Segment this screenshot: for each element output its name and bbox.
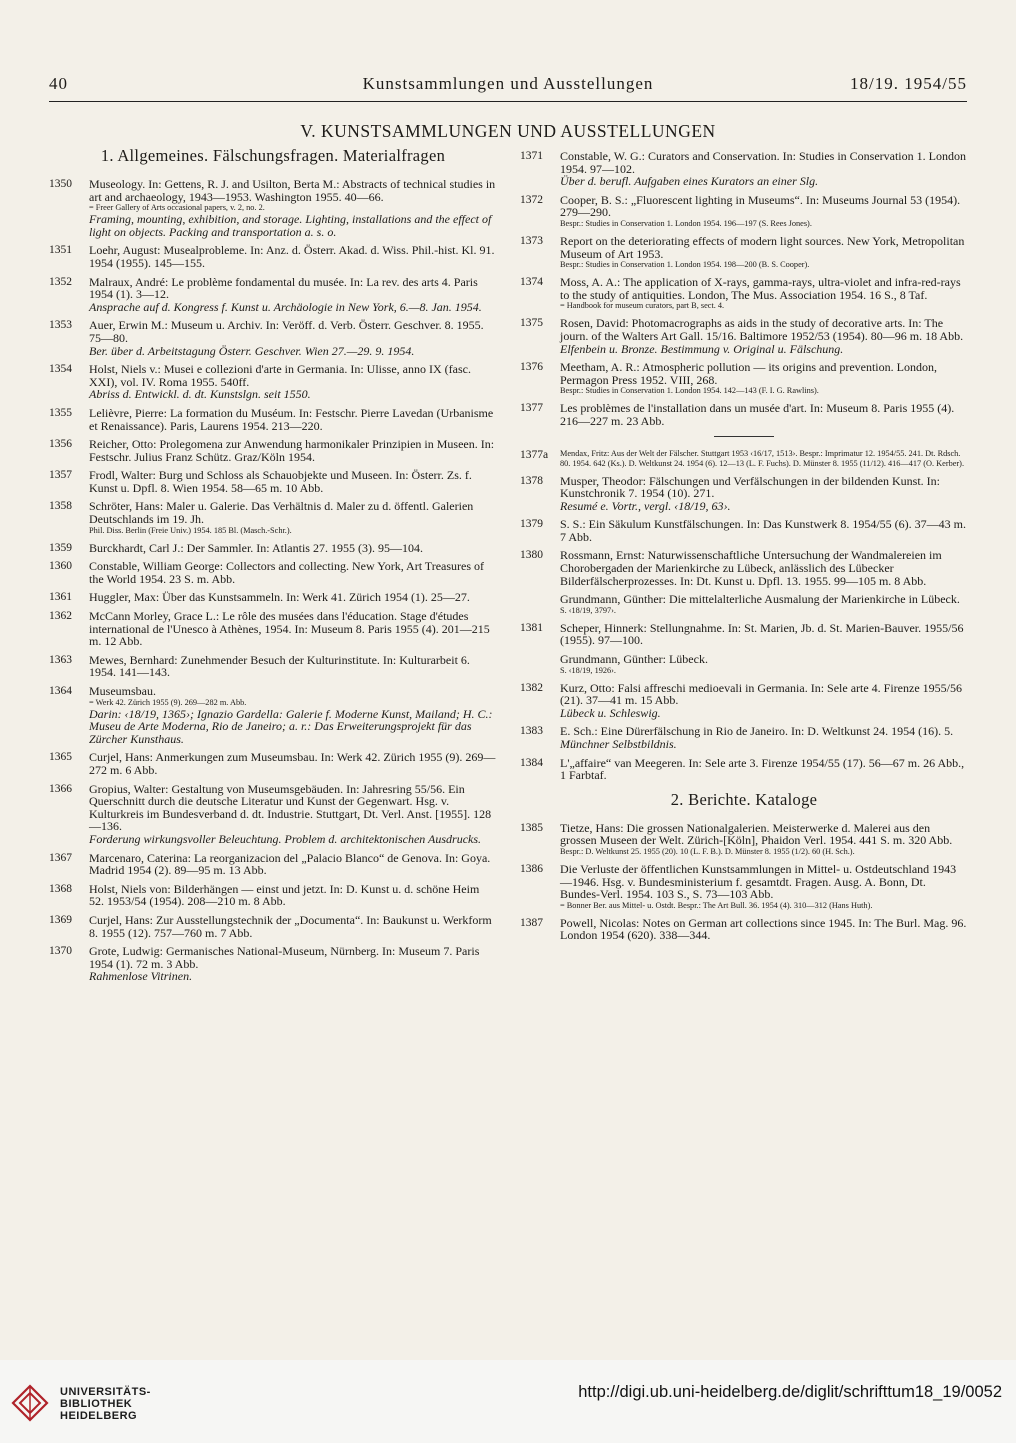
entry-citation: Schröter, Hans: Maler u. Galerie. Das Verhältnis d. Maler zu d. öffentl. Galerien Deutschlands im 19. Jh. — [89, 499, 474, 527]
entry-note: S. ‹18/19, 3797›. — [560, 605, 617, 615]
entry-citation: Moss, A. A.: The application of X-rays, gamma-rays, ultra-violet and infra-red-rays to the study of antiquities. London, The Mus. Association 1954. 16 S., 8 Taf. — [560, 275, 961, 302]
entry-annotation: Rahmenlose Vitrinen. — [89, 969, 193, 984]
bibliography-entry — [49, 276, 497, 314]
entry-citation: Meetham, A. R.: Atmospheric pollution — its origins and prevention. London, Permagon Press 1952. VIII, 268. — [560, 360, 937, 387]
entry-citation: Museumsbau. — [89, 684, 156, 698]
entry-annotation: Elfenbein u. Bronze. Bestimmung v. Original u. Fälschung. — [560, 341, 844, 356]
entry-number: 1359 — [49, 541, 72, 554]
bibliography-entry — [49, 591, 497, 604]
entry-list — [49, 178, 497, 983]
entry-list — [520, 150, 968, 428]
bibliography-entry — [520, 317, 968, 355]
running-header — [49, 74, 967, 98]
source-url[interactable]: http://digi.ub.uni-heidelberg.de/diglit/schrifttum18_19/0052 — [578, 1383, 1002, 1401]
entry-citation: Huggler, Max: Über das Kunstsammeln. In: Werk 41. Zürich 1954 (1). 25—27. — [89, 590, 470, 605]
entry-number: 1378 — [520, 474, 543, 487]
entry-note: Phil. Diss. Berlin (Freie Univ.) 1954. 185 Bl. (Masch.-Schr.). — [89, 525, 292, 535]
entry-citation: Musper, Theodor: Fälschungen und Verfälschungen in der bildenden Kunst. In: Kunstchronik 7. 1954 (10). 271. — [560, 473, 941, 501]
entry-citation: Rossmann, Ernst: Naturwissenschaftliche Untersuchung der Wandmalereien im Chorobergaden der Marienkirche zu Lübeck, anlässlich des Lübecker Bilderfälscherprozesses. In: Dt. Kunst u. Dpfl. 13. 1955. 99—105 m. 8 Abb. — [560, 548, 942, 588]
entry-citation: Grundmann, Günther: Lübeck. — [560, 652, 708, 667]
entry-citation: Report on the deteriorating effects of modern light sources. New York, Metropolitan Museum of Art 1953. — [560, 233, 965, 261]
entry-citation: Kurz, Otto: Falsi affreschi medioevali in Germania. In: Sele arte 4. Firenze 1955/56 (21). 37—41 m. 15 Abb. — [560, 680, 962, 708]
entry-annotation: Framing, mounting, exhibition, and storage. Lighting, installations and the effect of light on objects. Packing and transportation a. s. o. — [89, 212, 492, 239]
entry-citation: Reicher, Otto: Prolegomena zur Anwendung harmonikaler Prinzipien in Museen. In: Festschr. Julius Franz Schütz. Graz/Köln 1954. — [89, 437, 495, 464]
bibliography-entry — [49, 469, 497, 494]
entry-number: 1357 — [49, 469, 72, 482]
entry-citation: Powell, Nicolas: Notes on German art collections since 1945. In: The Burl. Mag. 96. London 1954 (620). 338—344. — [560, 915, 967, 943]
bibliography-entry — [520, 757, 968, 782]
bibliography-entry — [49, 685, 497, 745]
bibliography-entry — [520, 518, 968, 543]
bibliography-entry — [520, 682, 968, 720]
entry-citation: Malraux, André: Le problème fondamental du musée. In: La rev. des arts 4. Paris 1954 (1). 3—12. — [89, 274, 478, 302]
bibliography-entry — [520, 235, 968, 270]
entry-number: 1382 — [520, 681, 543, 694]
entry-number: 1351 — [49, 244, 72, 257]
entry-citation: Loehr, August: Musealprobleme. In: Anz. d. Österr. Akad. d. Wiss. Phil.-hist. Kl. 91. 1954 (1955). 145—155. — [89, 243, 495, 270]
bibliography-entry — [520, 863, 968, 911]
entry-citation: Constable, William George: Collectors and collecting. New York, Art Treasures of the World 1954. 23 S. m. Abb. — [89, 559, 485, 586]
entry-citation: Grote, Ludwig: Germanisches National-Museum, Nürnberg. In: Museum 7. Paris 1954 (1). 72 m. 3 Abb. — [89, 944, 480, 971]
bibliography-entry — [520, 622, 968, 647]
entry-number: 1376 — [520, 361, 543, 374]
entry-note: = Werk 42. Zürich 1955 (9). 269—282 m. Abb. — [89, 697, 247, 707]
entry-citation: Constable, W. G.: Curators and Conservation. In: Studies in Conservation 1. London 1954. 97—102. — [560, 149, 966, 176]
entry-number: 1372 — [520, 193, 543, 206]
entry-citation: Les problèmes de l'installation dans un musée d'art. In: Museum 8. Paris 1955 (4). 216—227 m. 23 Abb. — [560, 401, 955, 428]
entry-number: 1374 — [520, 276, 543, 289]
entry-note: = Handbook for museum curators, part B, sect. 4. — [560, 301, 725, 311]
entry-number: 1380 — [520, 549, 543, 562]
entry-note: = Bonner Ber. aus Mittel- u. Ostdt. Bespr.: The Art Bull. 36. 1954 (4). 310—312 (Hans Huth). — [560, 900, 873, 910]
bibliography-entry — [49, 852, 497, 877]
bibliography-entry — [520, 549, 968, 587]
bibliography-entry — [520, 725, 968, 750]
bibliography-entry — [520, 653, 968, 676]
entry-number: 1361 — [49, 591, 72, 604]
entry-number: 1370 — [49, 945, 72, 958]
bibliography-entry — [49, 319, 497, 357]
entry-annotation: Lübeck u. Schleswig. — [560, 705, 661, 720]
volume-label: 18/19. 1954/55 — [850, 74, 967, 93]
entry-citation: Grundmann, Günther: Die mittelalterliche Ausmalung der Marienkirche in Lübeck. — [560, 592, 960, 607]
bibliography-entry — [49, 363, 497, 401]
bibliography-entry — [49, 500, 497, 535]
bibliography-entry — [49, 751, 497, 776]
entry-citation: Die Verluste der öffentlichen Kunstsammlungen in Mittel- u. Ostdeutschland 1943—1946. Hsg. v. Bundesministerium f. gesamtdt. Fragen. Ausg. A. Bonn, Dt. Bundes-Verl. 1954. 103 S., S. 73—103 Abb. — [560, 861, 957, 902]
entry-note: = Freer Gallery of Arts occasional papers, v. 2, no. 2. — [89, 203, 265, 213]
entry-note: Mendax, Fritz: Aus der Welt der Fälscher. Stuttgart 1953 ‹16/17, 1513›. Bespr.: Imprimatur 12. 1954/55. 241. Dt. Rdsch. 80. 1954. 642 (Ks.). D. Weltkunst 24. 1954 (6). 12—13 (L. F. Fuchs). D. Münster 8. 1955 (11/12). 416—417 (O. Kerber). — [560, 448, 965, 468]
bibliography-entry — [49, 438, 497, 463]
entry-note: Bespr.: Studies in Conservation 1. London 1954. 198—200 (B. S. Cooper). — [560, 260, 810, 270]
entry-annotation: Resumé e. Vortr., vergl. ‹18/19, 63›. — [560, 498, 731, 513]
entry-annotation: Forderung wirkungsvoller Beleuchtung. Problem d. architektonischen Ausdrucks. — [89, 831, 482, 846]
entry-note: Bespr.: D. Weltkunst 25. 1955 (20). 10 (L. F. B.). D. Münster 8. 1955 (1/2). 60 (H. Sch.). — [560, 846, 855, 856]
library-name: UNIVERSITÄTS- BIBLIOTHEK HEIDELBERG — [60, 1386, 151, 1422]
entry-annotation: Ansprache auf d. Kongress f. Kunst u. Archäologie in New York, 6.—8. Jan. 1954. — [89, 299, 482, 314]
entry-number: 1386 — [520, 862, 543, 875]
entry-number: 1385 — [520, 821, 543, 834]
entry-number: 1369 — [49, 913, 72, 926]
entry-list — [520, 449, 968, 782]
subsection-heading: 1. Allgemeines. Fälschungsfragen. Materialfragen — [100, 146, 446, 165]
section-title: V. KUNSTSAMMLUNGEN UND AUSSTELLUNGEN — [300, 121, 716, 141]
entry-number: 1375 — [520, 317, 543, 330]
running-title: Kunstsammlungen und Ausstellungen — [362, 74, 654, 93]
bibliography-entry — [520, 361, 968, 396]
entry-note: Bespr.: Studies in Conservation 1. London 1954. 142—143 (F. I. G. Rawlins). — [560, 386, 819, 396]
bibliography-entry — [520, 475, 968, 513]
entry-number: 1387 — [520, 916, 543, 929]
entry-number: 1360 — [49, 560, 72, 573]
entry-citation: Burckhardt, Carl J.: Der Sammler. In: Atlantis 27. 1955 (3). 95—104. — [89, 540, 423, 555]
bibliography-entry — [49, 610, 497, 648]
section-separator — [714, 436, 774, 437]
entry-citation: Curjel, Hans: Anmerkungen zum Museumsbau. In: Werk 42. Zürich 1955 (9). 269—272 m. 6 Abb. — [89, 750, 496, 777]
entry-citation: Lelièvre, Pierre: La formation du Muséum. In: Festschr. Pierre Lavedan (Urbanisme et Renaissance). Paris, Laurens 1954. 213—220. — [89, 405, 494, 433]
bibliography-entry — [49, 654, 497, 679]
entry-citation: Curjel, Hans: Zur Ausstellungstechnik der „Documenta“. In: Baukunst u. Werkform 8. 1955 (12). 757—760 m. 7 Abb. — [89, 912, 492, 940]
library-logo-icon — [10, 1383, 50, 1423]
entry-number: 1366 — [49, 782, 72, 795]
entry-number: 1356 — [49, 438, 72, 451]
entry-citation: E. Sch.: Eine Dürerfälschung in Rio de Janeiro. In: D. Weltkunst 24. 1954 (16). 5. — [560, 724, 954, 739]
entry-number: 1365 — [49, 751, 72, 764]
entry-number: 1358 — [49, 500, 72, 513]
entry-number: 1355 — [49, 406, 72, 419]
entry-citation: Holst, Niels von: Bilderhängen — einst und jetzt. In: D. Kunst u. d. schöne Heim 52. 1953/54 (1954). 208—210 m. 8 Abb. — [89, 881, 480, 909]
entry-citation: Gropius, Walter: Gestaltung von Museumsgebäuden. In: Jahresring 55/56. Ein Querschnitt durch die deutsche Literatur und Kunst der Gegenwart. Hsg. v. Kulturkreis im Bundesverband d. dt. Industrie. Stuttgart, Dt. Verl. Anst. [1955]. 128—136. — [89, 781, 492, 834]
page-number: 40 — [49, 74, 68, 93]
entry-citation: Tietze, Hans: Die grossen Nationalgalerien. Meisterwerke d. Malerei aus den grossen Museen der Welt. Zürich-[Köln], Phaidon Verl. 1954. 441 S. m. 320 Abb. — [560, 820, 953, 848]
entry-number: 1368 — [49, 882, 72, 895]
entry-number: 1363 — [49, 653, 72, 666]
bibliography-entry — [49, 244, 497, 269]
subsection-heading: 2. Berichte. Kataloge — [670, 789, 818, 809]
entry-citation: Scheper, Hinnerk: Stellungnahme. In: St. Marien, Jb. d. St. Marien-Bauver. 1955/56 (1955). 97—100. — [560, 620, 964, 648]
entry-number: 1354 — [49, 363, 72, 376]
entry-number: 1362 — [49, 610, 72, 623]
bibliography-entry — [49, 560, 497, 585]
entry-number: 1367 — [49, 851, 72, 864]
entry-annotation: Über d. berufl. Aufgaben eines Kurators an einer Slg. — [560, 174, 819, 189]
entry-annotation: Abriss d. Entwickl. d. dt. Kunstslgn. seit 1550. — [89, 387, 311, 402]
entry-citation: Cooper, B. S.: „Fluorescent lighting in Museums“. In: Museums Journal 53 (1954). 279—290. — [560, 192, 961, 220]
entry-number: 1364 — [49, 685, 72, 697]
entry-annotation: Ber. über d. Arbeitstagung Österr. Geschver. Wien 27.—29. 9. 1954. — [89, 343, 415, 358]
entry-number: 1384 — [520, 756, 543, 769]
entry-citation: S. S.: Ein Säkulum Kunstfälschungen. In: Das Kunstwerk 8. 1954/55 (6). 37—43 m. 7 Abb. — [560, 517, 966, 544]
bibliography-entry — [520, 276, 968, 311]
bibliography-entry — [49, 945, 497, 983]
bibliography-entry — [49, 914, 497, 939]
entry-citation: McCann Morley, Grace L.: Le rôle des musées dans l'éducation. Stage d'études international de l'Unesco à Athènes, 1954. In: Museum 8. Paris 1955 (4). 201—215 m. 12 Abb. — [89, 609, 490, 649]
bibliography-entry — [49, 542, 497, 555]
bibliography-entry — [520, 150, 968, 188]
bibliography-entry — [520, 402, 968, 427]
entry-citation: Mewes, Bernhard: Zunehmender Besuch der Kulturinstitute. In: Kulturarbeit 6. 1954. 141—143. — [89, 652, 470, 680]
entry-citation: Marcenaro, Caterina: La reorganizacion del „Palacio Blanco“ de Genova. In: Goya. Madrid 1954 (2). 89—95 m. 13 Abb. — [89, 850, 491, 878]
entry-number: 1373 — [520, 234, 543, 247]
bibliography-entry — [49, 178, 497, 238]
entry-number: 1352 — [49, 275, 72, 288]
entry-citation: Holst, Niels v.: Musei e collezioni d'arte in Germania. In: Ulisse, anno IX (fasc. XXI), vol. IV. Roma 1955. 540ff. — [89, 362, 471, 389]
bibliography-entry — [520, 917, 968, 942]
bibliography-entry — [520, 822, 968, 857]
entry-note: Bespr.: Studies in Conservation 1. London 1954. 196—197 (S. Rees Jones). — [560, 218, 812, 228]
entry-citation: Rosen, David: Photomacrographs as aids in the study of decorative arts. In: The journ. of the Walters Art Gall. 15/16. Baltimore 1952/53 (1954). 80—96 m. 18 Abb. — [560, 316, 964, 343]
entry-citation: Frodl, Walter: Burg und Schloss als Schauobjekte und Museen. In: Österr. Zs. f. Kunst u. Dpfl. 8. Wien 1954. 58—65 m. 10 Abb. — [89, 468, 472, 495]
entry-list — [520, 822, 968, 942]
entry-annotation: Münchner Selbstbildnis. — [560, 737, 677, 751]
entry-number: 1353 — [49, 319, 72, 332]
entry-citation: Auer, Erwin M.: Museum u. Archiv. In: Veröff. d. Verb. Österr. Geschver. 8. 1955. 75—80. — [89, 318, 484, 345]
entry-citation: L'„affaire“ van Meegeren. In: Sele arte 3. Firenze 1954/55 (17). 56—67 m. 26 Abb., 1 Farbtaf. — [560, 755, 965, 783]
entry-number: 1377a — [520, 448, 549, 461]
entry-annotation: Darin: ‹18/19, 1365›; Ignazio Gardella: Galerie f. Moderne Kunst, Mailand; H. C.: Museu de Arte Moderna, Rio de Janeiro; a. r.: Das Erweiterungsprojekt für das Zürcher Kunsthaus. — [89, 706, 493, 746]
entry-number: 1383 — [520, 725, 543, 738]
bibliography-entry — [520, 194, 968, 229]
left-column — [49, 146, 497, 989]
bibliography-entry — [49, 883, 497, 908]
bibliography-entry — [520, 593, 968, 616]
entry-number: 1350 — [49, 178, 72, 190]
entry-number: 1371 — [520, 150, 543, 162]
entry-number: 1379 — [520, 518, 543, 531]
header-rule — [49, 101, 967, 102]
entry-number: 1381 — [520, 621, 543, 634]
entry-citation: Museology. In: Gettens, R. J. and Usilton, Berta M.: Abstracts of technical studies in art and archaeology, 1943—1953. Washington 1955. 40—66. — [89, 177, 496, 204]
bibliography-entry — [520, 449, 968, 469]
entry-note: S. ‹18/19, 1926›. — [560, 665, 617, 675]
entry-number: 1377 — [520, 402, 543, 415]
bibliography-entry — [49, 783, 497, 846]
bibliography-entry — [49, 407, 497, 432]
right-column — [520, 150, 968, 948]
